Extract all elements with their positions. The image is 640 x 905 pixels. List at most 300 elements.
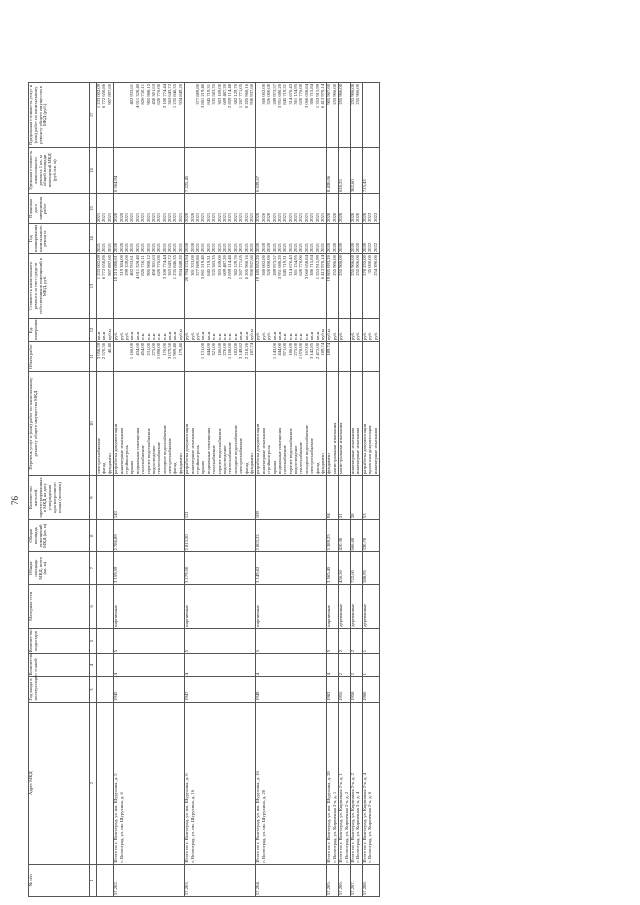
cell-line: 2021 xyxy=(282,212,288,223)
cell-works xyxy=(339,372,351,476)
cell-unit xyxy=(327,318,339,341)
cell-mat xyxy=(97,584,114,628)
cell-line: 2020 xyxy=(349,242,355,253)
cell-res xyxy=(97,476,114,520)
cell-line: г. Волгоград, ул. им. Шурухина, д. 20 xyxy=(260,789,266,863)
cell-res: 31 xyxy=(339,476,351,520)
cell-end xyxy=(350,194,362,224)
cell-line: 2020 xyxy=(361,242,367,253)
cell-line: 2021 xyxy=(161,212,167,223)
cell-vol xyxy=(327,342,339,372)
cell-line: 1 353 915,99 xyxy=(314,84,320,109)
table-row xyxy=(327,83,339,897)
cell-line: 361 154,95 xyxy=(293,84,299,105)
cell-line: 2021 xyxy=(248,212,254,223)
cell-line: 6 413 970,14 xyxy=(320,255,326,280)
cell-line: стройконтроль xyxy=(266,445,272,475)
cell-res: 94 xyxy=(327,476,339,520)
cell-line: 905 967,60 xyxy=(326,84,332,105)
cell-line: 1 078,00 xyxy=(298,343,304,360)
cell-line: 4 011 328,40 xyxy=(134,84,140,108)
cell-line: 620 776,00 xyxy=(298,84,304,105)
table-row xyxy=(114,83,185,897)
cell-line: 6 205 960,16 xyxy=(243,84,249,109)
cell-line: 934 849,20 xyxy=(177,255,183,276)
cell-line: 20 794 233,94 xyxy=(184,255,190,282)
cell-line: 1 909,40 xyxy=(172,343,178,360)
cell-line: 2021 xyxy=(271,242,277,253)
cell-line: 2021 xyxy=(123,242,129,253)
cell-mat: деревянные xyxy=(339,584,351,628)
cell-line: 2021 xyxy=(314,212,320,223)
cell-line: 1 166,00 xyxy=(129,343,135,360)
cell-res: 28 xyxy=(350,476,362,520)
cell-line: Итого по г. Волгоград, ул. им. Шурухина, д. 5 xyxy=(113,773,119,863)
cell-line: 3 951 680,20 xyxy=(276,255,282,280)
cell-line: 255 906,00 xyxy=(349,84,355,105)
cell-line: 845 719,31 xyxy=(205,255,211,276)
cell-no: 57.206. xyxy=(339,864,351,896)
cell-works xyxy=(97,372,114,476)
cell-line: п.м xyxy=(150,333,156,340)
cell-line: 326 000,00 xyxy=(266,84,272,105)
cell-area xyxy=(97,552,114,584)
cell-line: 2021 xyxy=(167,212,173,223)
cell-cost xyxy=(185,254,256,319)
cell-line: 2021 xyxy=(123,212,129,223)
cell-line: 2021 xyxy=(101,212,107,223)
cell-line: 620 776,00 xyxy=(298,255,304,276)
cell-line: 2020 xyxy=(260,212,266,223)
cell-cost xyxy=(350,254,362,319)
cell-line: разработка документации xyxy=(184,423,190,475)
cell-line: 186,00 xyxy=(287,343,293,356)
cell-line: 386 715,84 xyxy=(309,84,315,105)
cell-line: г. Волгоград, ул. Кирпичная 2-я, д. 6 xyxy=(367,791,373,863)
cell-line: 303 109,00 xyxy=(216,255,222,276)
cell-area2: 666,60 xyxy=(350,520,362,552)
cell-fl: 2 xyxy=(350,654,362,677)
cell-line: электроснабжение xyxy=(309,438,315,475)
cell-line: 2021 xyxy=(195,242,201,253)
cell-cost xyxy=(256,254,327,319)
cell-line: холодное водоснабжение xyxy=(303,425,309,475)
cell-line: 2020 xyxy=(349,212,355,223)
cell-line: п.м xyxy=(161,333,167,340)
cell-line: водоотведение xyxy=(221,445,227,475)
cell-cost xyxy=(339,254,351,319)
cell-line: руб. xyxy=(195,332,201,340)
cell-no: 57.204. xyxy=(256,864,327,896)
cell-line: газоснабжение xyxy=(282,445,288,475)
cell-line: 2021 xyxy=(96,212,101,223)
cell-line: 2021 xyxy=(177,242,183,253)
cell-line: 2020 xyxy=(184,242,190,253)
cell-line: кв.м xyxy=(238,331,244,340)
cell-line: 2020 xyxy=(113,242,119,253)
cell-line: 620 776,00 xyxy=(156,255,162,276)
cell-ent: 2 xyxy=(350,628,362,653)
cell-line: 382 129,70 xyxy=(232,255,238,276)
cell-limit xyxy=(327,83,339,148)
header-cell: Удельная стоимость капитального ремонта 1 кв. м общей площади помещений МКД (руб./кв. м) xyxy=(29,147,90,193)
cell-limit xyxy=(185,83,256,148)
cell-line: 2021 xyxy=(145,212,151,223)
cell-line: 35 000,00 xyxy=(367,255,373,274)
cell-line: руб. xyxy=(361,332,367,340)
cell-line: кв.м xyxy=(134,331,140,340)
cell-line: инженерные изыскания xyxy=(260,427,266,475)
cell-line: 2021 xyxy=(195,212,201,223)
cell-line: 826 710,11 xyxy=(140,84,146,105)
cell-line: 363 643,72 xyxy=(167,255,173,276)
cell-area: 3 149,82 xyxy=(256,552,327,584)
cell-line: 2022 xyxy=(372,242,378,253)
header-cell: Объем работ xyxy=(29,342,90,372)
table-row xyxy=(339,83,351,897)
cell-line: подвальные помещения xyxy=(276,427,282,475)
cell-line: 2021 xyxy=(145,242,151,253)
cell-area: 388,95 xyxy=(362,552,379,584)
cell-line: 3 142,85 xyxy=(309,343,315,360)
cell-line: Итого по г. Волгоград, ул. им. Шурухина, д. 16 xyxy=(255,771,261,863)
cell-end xyxy=(327,194,339,224)
cell-limit xyxy=(350,83,362,148)
cell-line: 907 897,60 xyxy=(106,255,112,276)
cell-end xyxy=(97,194,114,224)
cell-area: 3 565,45 xyxy=(327,552,339,584)
cell-line: 905 988,12 xyxy=(145,84,151,105)
cell-line: руб. xyxy=(184,332,190,340)
cell-area2: 330,70 xyxy=(362,520,379,552)
cell-line: крыша xyxy=(129,460,135,475)
cell-works xyxy=(256,372,327,476)
page-number: 76 xyxy=(10,496,20,505)
column-number-cell: 11 xyxy=(90,342,97,372)
cell-addr xyxy=(256,702,327,864)
cell-ent: 2 xyxy=(339,628,351,653)
cell-line: 934 849,20 xyxy=(177,84,183,105)
cell-line: руб. xyxy=(349,332,355,340)
cell-line: 609 487,20 xyxy=(221,255,227,276)
cell-line: кв.м xyxy=(172,331,178,340)
cell-line: газоснабжение xyxy=(211,445,217,475)
cell-line xyxy=(356,343,361,370)
cell-plan xyxy=(97,224,114,254)
cell-line: кв.м xyxy=(101,331,107,340)
cell-line: 905 988,12 xyxy=(145,255,151,276)
cell-line: 1 143,00 xyxy=(271,343,277,360)
cell-line: 377 889,80 xyxy=(195,84,201,105)
cell-line: 2020 xyxy=(184,212,190,223)
cell-line: 2021 xyxy=(216,212,222,223)
cell-line: 3 951 680,20 xyxy=(276,84,282,109)
cell-line: магистральные изыскания xyxy=(331,422,337,475)
cell-line: кв.м xyxy=(309,331,315,340)
cell-limit xyxy=(256,83,327,148)
cell-line: 167,00 xyxy=(303,343,309,356)
cell-line: 826 710,11 xyxy=(140,255,146,276)
cell-unit xyxy=(185,318,256,341)
cell-area: 3 159,59 xyxy=(114,552,185,584)
cell-mat: кирпичные xyxy=(114,584,185,628)
cell-line: п.м xyxy=(298,333,304,340)
cell-line: 930 937,60 xyxy=(248,84,254,105)
cell-line: руб. xyxy=(123,332,129,340)
cell-works xyxy=(327,372,339,476)
cell-line: подвальные помещения xyxy=(134,427,140,475)
cell-line: фасад xyxy=(314,462,320,475)
header-cell: Ед. измерения xyxy=(29,318,90,341)
cell-line: 360 002,00 xyxy=(260,255,266,276)
cell-line: электроснабжение xyxy=(96,438,101,475)
cell-year: 1947 xyxy=(185,677,256,702)
cell-addr xyxy=(362,702,379,864)
cell-line: 255 906,00 xyxy=(355,84,361,105)
cell-line: 10 213 086,61 xyxy=(113,255,119,282)
cell-line: 2021 xyxy=(106,242,112,253)
cell-line: руб. xyxy=(367,332,373,340)
cell-line: 1 267 771,05 xyxy=(238,84,244,109)
cell-line: 3 100 774,44 xyxy=(161,84,167,109)
cell-line: 2021 xyxy=(221,242,227,253)
cell-mat: деревянные xyxy=(362,584,379,628)
cell-line: 3 861 219,40 xyxy=(200,255,206,280)
cell-res: 121 xyxy=(185,476,256,520)
cell-line: куб.м xyxy=(177,329,183,340)
cell-line: 2020 xyxy=(355,242,361,253)
cell-line: 255 906,00 xyxy=(331,255,337,276)
cell-line: 2021 xyxy=(156,212,162,223)
cell-year: 1960 xyxy=(362,677,379,702)
cell-line: 2020 xyxy=(331,242,337,253)
cell-line: 189,74 xyxy=(326,343,332,356)
cell-line: 3 060 658,84 xyxy=(303,255,309,280)
cell-line: теплоснабжение xyxy=(156,442,162,475)
cell-unit xyxy=(350,318,362,341)
cell-line: 2021 xyxy=(320,242,326,253)
column-number-cell: 3 xyxy=(90,677,97,702)
cell-line: кв.м xyxy=(271,331,277,340)
cell-area2: 2 813,50 xyxy=(185,520,256,552)
cell-mat: деревянные xyxy=(350,584,362,628)
cell-unit xyxy=(362,318,379,341)
cell-line: 444,00 xyxy=(276,343,282,356)
cell-limit xyxy=(339,83,351,148)
cell-line: руб. xyxy=(113,332,119,340)
column-number-cell: 15 xyxy=(90,194,97,224)
cell-line: кв.м xyxy=(276,331,282,340)
cell-line: 1 353 915,99 xyxy=(314,255,320,280)
cell-line: фундамент xyxy=(177,452,183,475)
cell-line: 1 131,00 xyxy=(200,343,206,360)
cell-line: 444,00 xyxy=(205,343,211,356)
cell-plan xyxy=(339,224,351,254)
cell-line: 450 301,63 xyxy=(150,255,156,276)
table-row xyxy=(97,83,114,897)
cell-line: инженерные изыскания xyxy=(372,427,378,475)
cell-line: 40,40 xyxy=(106,343,112,354)
cell-line: 255 906,00 xyxy=(355,255,361,276)
cell-unit xyxy=(114,318,185,341)
cell-line: 255 906,00 xyxy=(338,255,344,276)
cell-line: 2020 xyxy=(338,242,344,253)
cell-limit xyxy=(97,83,114,148)
cell-area2 xyxy=(97,520,114,552)
cell-line: 301 333,00 xyxy=(189,255,195,276)
cell-addr xyxy=(114,702,185,864)
cell-plan xyxy=(256,224,327,254)
cell-line: подвальные помещения xyxy=(205,427,211,475)
cell-line: водоотведение xyxy=(150,445,156,475)
cell-line: электроснабжение xyxy=(238,438,244,475)
cell-line: 2021 xyxy=(129,212,135,223)
header-cell: Количество подъездов xyxy=(29,628,90,653)
cell-plan xyxy=(114,224,185,254)
column-number-row xyxy=(90,83,97,897)
cell-line: г. Волгоград, ул. Кирпичная 2-я, д. 4 xyxy=(355,791,361,863)
cell-line: 2020 xyxy=(255,212,261,223)
cell-line: 386 715,84 xyxy=(309,255,315,276)
cell-line: 930 937,60 xyxy=(248,255,254,276)
cell-line: 2 570,36 xyxy=(101,343,107,360)
cell-line: 3 100 774,44 xyxy=(161,255,167,280)
cell-line: 2020 xyxy=(113,212,119,223)
cell-line: 270,00 xyxy=(221,343,227,356)
cell-line: 402 933,61 xyxy=(129,255,135,276)
cell-no: 57.203. xyxy=(185,864,256,896)
cell-line: 454,00 xyxy=(140,343,146,356)
cell-line: 971,00 xyxy=(282,343,288,356)
header-cell: Количество этажей xyxy=(29,654,90,677)
header-cell: Количество жителей, зарегистрированных в МКД на дату утверждения краткосрочного плана (человек) xyxy=(29,476,90,520)
cell-line: инженерные изыскания xyxy=(189,427,195,475)
cell-plan xyxy=(185,224,256,254)
cell-line: 3 861 219,40 xyxy=(200,84,206,109)
cell-line: п.м xyxy=(156,333,162,340)
cell-line: 6 205 960,16 xyxy=(243,255,249,280)
column-number-cell: 14 xyxy=(90,224,97,254)
cell-line: холодное водоснабжение xyxy=(161,425,167,475)
cell-fl: 1 xyxy=(362,654,379,677)
cell-line: куб.м xyxy=(326,329,332,340)
cell-year xyxy=(97,677,114,702)
cell-line: г. Волгоград, ул. Кирпичная 2-я, д. 2 xyxy=(343,791,349,863)
cell-line: 2021 xyxy=(243,242,249,253)
cell-line: 2020 xyxy=(326,242,332,253)
cell-line: крыша xyxy=(200,460,206,475)
cell-line: 360 002,00 xyxy=(260,84,266,105)
cell-line: 2021 xyxy=(293,242,299,253)
cell-line: горячее водоснабжение xyxy=(287,428,293,475)
cell-line: 186,00 xyxy=(216,343,222,356)
header-cell: Общая площадь МКД, всего (кв. м) xyxy=(29,552,90,584)
cell-line: 2021 xyxy=(200,242,206,253)
cell-end xyxy=(256,194,327,224)
cell-plan xyxy=(362,224,379,254)
cell-addr xyxy=(97,702,114,864)
cell-line: 609 487,20 xyxy=(221,84,227,105)
cell-line: Итого по г. Волгоград, ул. Кирпичная 2-я, д. 2 xyxy=(349,773,355,863)
cell-res: 143 xyxy=(114,476,185,520)
cell-line: 2020 xyxy=(118,212,124,223)
cell-addr xyxy=(339,702,351,864)
cell-vol xyxy=(339,342,351,372)
cell-line xyxy=(333,343,338,370)
cell-line: 2021 xyxy=(248,242,254,253)
cell-line: руб. xyxy=(118,332,124,340)
column-number-cell: 12 xyxy=(90,318,97,341)
cell-line: 2021 xyxy=(298,242,304,253)
cell-addr xyxy=(350,702,362,864)
cell-line: 2021 xyxy=(140,212,146,223)
cell-line: 326 000,00 xyxy=(266,255,272,276)
cell-line: стройконтроль xyxy=(123,445,129,475)
cell-line: п.м xyxy=(303,333,309,340)
cell-year: 1945 xyxy=(114,677,185,702)
cell-line: 179,40 xyxy=(177,343,183,356)
cell-vol xyxy=(114,342,185,372)
cell-line: 2021 xyxy=(309,212,315,223)
cell-res: 53 xyxy=(362,476,379,520)
cell-line: 3 079,50 xyxy=(167,343,173,360)
cell-line: 2021 xyxy=(140,242,146,253)
cell-line: 314 676,43 xyxy=(287,255,293,276)
cell-year: 1955 xyxy=(339,677,351,702)
cell-line: фундамент xyxy=(326,452,332,475)
cell-line: 2021 xyxy=(298,212,304,223)
cell-line: 2021 xyxy=(227,212,233,223)
cell-line xyxy=(374,343,379,370)
cell-line: 275,00 xyxy=(293,343,299,356)
cell-line: п.м xyxy=(216,333,222,340)
cell-line: 2021 xyxy=(271,212,277,223)
cell-vol xyxy=(97,342,114,372)
cell-no: 57.205. xyxy=(327,864,339,896)
cell-line: фасад xyxy=(172,462,178,475)
cell-ent xyxy=(97,628,114,653)
cell-line xyxy=(374,84,379,146)
cell-vol xyxy=(350,342,362,372)
cell-line: 2021 xyxy=(314,242,320,253)
cell-line: 1 235 846,35 xyxy=(172,84,178,109)
cell-line: магистральные изыскания xyxy=(338,422,344,475)
cell-line: 2021 xyxy=(96,242,101,253)
cell-line: 2021 xyxy=(161,242,167,253)
cell-line: п.м xyxy=(282,333,288,340)
cell-line: 3 149,82 xyxy=(238,343,244,360)
cell-line: 19 185 852,20 xyxy=(255,255,261,282)
cell-line: 182,00 xyxy=(232,343,238,356)
cell-line: кв.м xyxy=(129,331,135,340)
cell-spec xyxy=(97,147,114,193)
cell-line: 2021 xyxy=(156,242,162,253)
header-cell: Год ввода в эксплуатацию xyxy=(29,677,90,702)
cell-line: 2020 xyxy=(338,212,344,223)
cell-line: 2021 xyxy=(134,242,140,253)
cell-line: 2021 xyxy=(287,242,293,253)
cell-no: 57.207. xyxy=(350,864,362,896)
cell-line: 2021 xyxy=(309,242,315,253)
cell-addr xyxy=(327,702,339,864)
cell-line: 2021 xyxy=(150,242,156,253)
column-number-cell: 5 xyxy=(90,628,97,653)
cell-line: 255 906,00 xyxy=(338,84,344,105)
cell-cost xyxy=(97,254,114,319)
cell-line: п.м xyxy=(211,333,217,340)
cell-spec: 715,43 xyxy=(362,147,379,193)
cell-line: г. Волгоград, ул. Кирпичная 2-я, д. 1 xyxy=(331,791,337,863)
